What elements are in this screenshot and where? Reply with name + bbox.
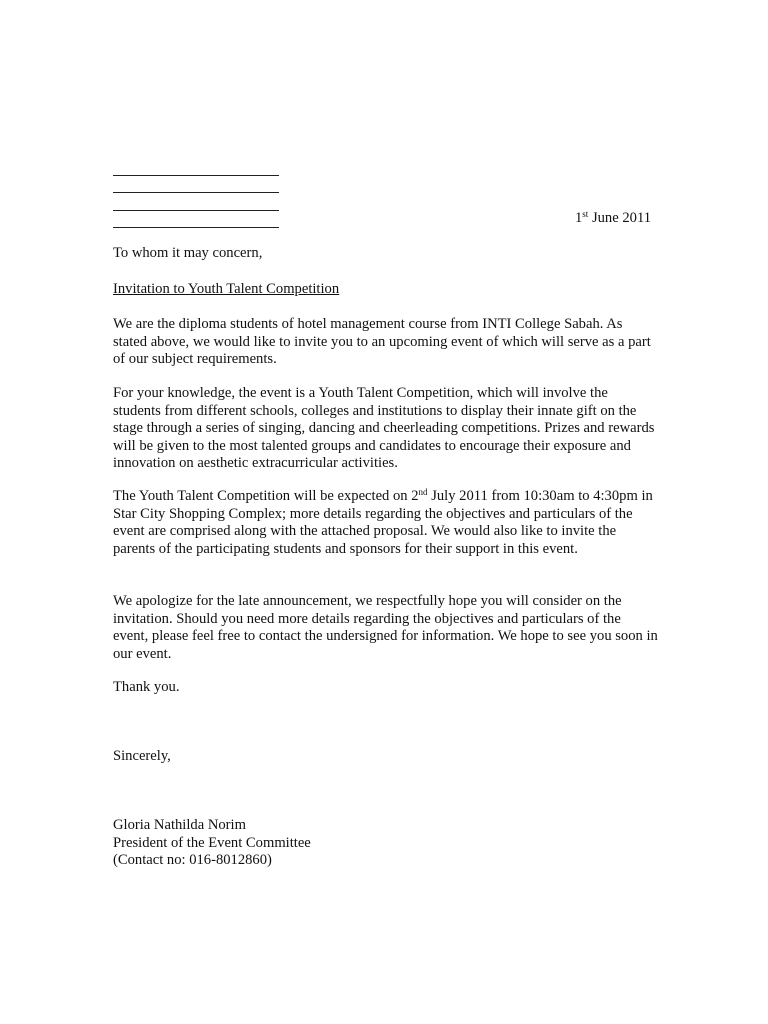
letter-date [575,210,651,228]
signature-title: President of the Event Committee [113,835,311,851]
address-blank-line-2 [113,192,279,193]
salutation: To whom it may concern, [113,245,263,261]
signature-name: Gloria Nathilda Norim [113,817,246,833]
paragraph-event-description: For your knowledge, the event is a Youth Talent Competition, which will involve the students from different schools, colleges and institutions to display their innate gift on the stage through a series of singing, dancing and cheerleading competitions. Prizes and rewards will be given to the most talented groups and candidates to encourage their exposure and innovation on aesthetic extracurricular activities. [113,385,655,471]
date-month-year: June 2011 [588,210,652,226]
event-details-text-start: The Youth Talent Competition will be expected on 2 [113,488,419,504]
closing-line: Sincerely, [113,748,171,764]
paragraph-introduction: We are the diploma students of hotel management course from INTI College Sabah. As stated above, we would like to invite you to an upcoming event of which will serve as a part of our subject requirements. [113,316,651,367]
paragraph-apology: We apologize for the late announcement, we respectfully hope you will consider on the invitation. Should you need more details regarding the objectives and particulars of the event, please feel free to contact the undersigned for information. We hope to see you soon in our event. [113,593,658,662]
thank-you-line: Thank you. [113,679,180,695]
date-day: 1 [575,210,583,226]
address-blank-line-4 [113,227,279,228]
subject-line [113,281,658,299]
paragraph-event-details [113,488,658,558]
address-blank-line-1 [113,175,279,176]
subject-text: Invitation to Youth Talent Competition [113,281,340,297]
signature-contact: (Contact no: 016-8012860) [113,852,272,868]
date-day-suffix: st [582,209,589,219]
event-details-text-end: July 2011 from 10:30am to 4:30pm in Star City Shopping Complex; more details regarding the objectives and particulars of the event are comprised along with the attached proposal. We would also like to invite the parents of the participating students and sponsors for their support in this event. [113,488,653,557]
address-blank-line-3 [113,210,279,211]
event-day-suffix: nd [418,487,428,497]
